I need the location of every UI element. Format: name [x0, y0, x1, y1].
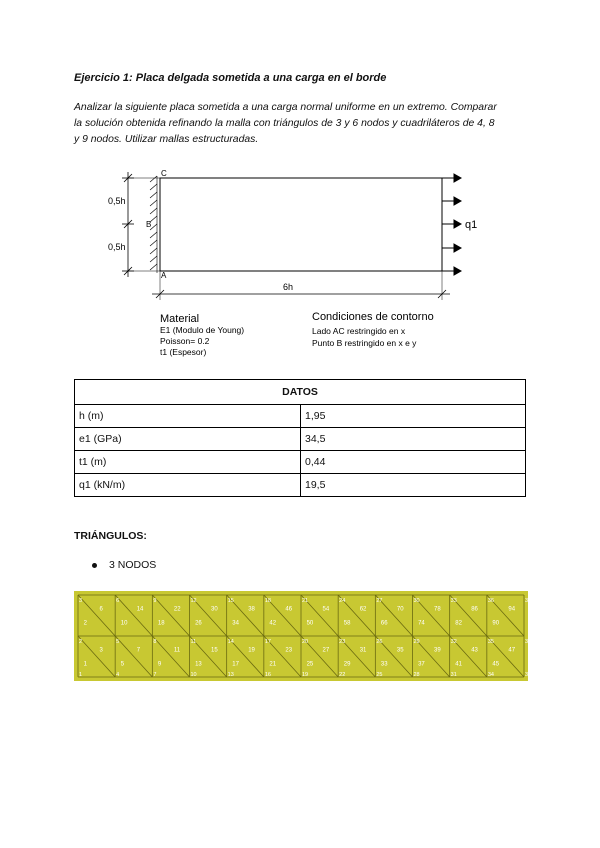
mesh-node-label: 2	[79, 639, 83, 645]
mesh-element-label: 94	[508, 606, 516, 613]
table-cell-value: 19,5	[301, 474, 526, 497]
exercise-title: Ejercicio 1: Placa delgada sometida a una carga en el borde	[74, 72, 387, 84]
mesh-node-label: 18	[264, 598, 271, 604]
table-header-row	[75, 380, 526, 405]
table-row	[75, 405, 526, 428]
paragraph-line: Analizar la siguiente placa sometida a una carga normal uniforme en un extremo. Comparar	[74, 102, 497, 113]
table-cell-value: 1,95	[301, 405, 526, 428]
plate-rectangle	[160, 178, 442, 271]
mesh-element-label: 46	[285, 606, 293, 613]
bc-line: Punto B restringido en x e y	[312, 338, 417, 348]
mesh-element-label: 33	[380, 661, 388, 668]
mesh-element-label: 10	[120, 620, 128, 627]
table-row	[75, 451, 526, 474]
material-line: Poisson= 0.2	[160, 336, 210, 346]
mesh-node-label: 39	[525, 598, 532, 604]
mesh-node-label: 36	[487, 598, 494, 604]
table-header: DATOS	[75, 380, 526, 405]
mesh-node-label: 38	[525, 639, 532, 645]
mesh-node-label: 32	[450, 639, 457, 645]
table-row	[75, 428, 526, 451]
mesh-element-label: 43	[471, 647, 478, 654]
bullet-dot-icon	[92, 563, 97, 568]
mesh-element-label: 34	[232, 620, 239, 627]
mesh-node-label: 33	[450, 598, 457, 604]
mesh-element-label: 74	[418, 620, 425, 627]
mesh-node-label: 16	[264, 672, 271, 678]
mesh-node-label: 1	[79, 672, 83, 678]
mesh-element-label: 50	[306, 620, 314, 627]
mesh-node-label: 25	[376, 672, 383, 678]
dim-length-label: 6h	[283, 282, 294, 292]
mesh-node-label: 26	[376, 639, 383, 645]
mesh-element-label: 78	[434, 606, 441, 613]
mesh-node-label: 29	[413, 639, 420, 645]
mesh-element-label: 5	[120, 661, 125, 668]
mesh-node-label: 37	[525, 672, 532, 678]
mesh-element-label: 18	[157, 620, 165, 627]
mesh-node-label: 11	[190, 639, 197, 645]
mesh-element-label: 42	[269, 620, 277, 627]
table-cell-label: h (m)	[75, 405, 301, 428]
mesh-node-label: 19	[302, 672, 309, 678]
mesh-element-label: 29	[343, 661, 351, 668]
mesh-node-label: 10	[190, 672, 197, 678]
mesh-element-label: 26	[195, 620, 202, 627]
material-title: Material	[160, 313, 200, 325]
mesh-element-label: 25	[306, 661, 314, 668]
mesh-node-label: 8	[153, 639, 157, 645]
mesh-element-label: 14	[136, 606, 144, 613]
mesh-node-label: 31	[450, 672, 457, 678]
mesh-figure	[74, 591, 532, 681]
mesh-element-label: 23	[285, 647, 293, 654]
mesh-node-label: 3	[79, 598, 83, 604]
mesh-node-label: 15	[227, 598, 234, 604]
mesh-element-label: 70	[396, 606, 404, 613]
mesh-node-label: 23	[339, 639, 346, 645]
mesh-node-label: 24	[339, 598, 346, 604]
mesh-element-label: 47	[508, 647, 516, 654]
mesh-element-label: 21	[269, 661, 277, 668]
point-b-label: B	[146, 220, 152, 229]
mesh-element-label: 54	[322, 606, 330, 613]
exercise-paragraph	[74, 100, 534, 148]
table-cell-label: t1 (m)	[75, 451, 301, 474]
load-arrows	[442, 174, 461, 275]
mesh-node-label: 35	[487, 639, 494, 645]
mesh-element-label: 86	[471, 606, 478, 613]
mesh-element-label: 7	[136, 647, 141, 654]
table-cell-label: q1 (kN/m)	[75, 474, 301, 497]
table-row	[75, 474, 526, 497]
mesh-element-label: 58	[343, 620, 351, 627]
mesh-node-label: 9	[153, 598, 157, 604]
mesh-element-label: 82	[455, 620, 462, 627]
mesh-element-label: 6	[99, 606, 103, 613]
paragraph-line: y 9 nodos. Utilizar mallas estructuradas.	[74, 134, 259, 145]
mesh-element-label: 37	[418, 661, 425, 668]
mesh-element-label: 31	[359, 647, 367, 654]
mesh-node-label: 34	[487, 672, 494, 678]
mesh-node-label: 12	[190, 598, 197, 604]
mesh-node-label: 30	[413, 598, 420, 604]
mesh-element-label: 17	[232, 661, 239, 668]
bc-line: Lado AC restringido en x	[312, 326, 406, 336]
mesh-element-label: 41	[455, 661, 462, 668]
data-table	[74, 379, 526, 497]
mesh-element-label: 66	[380, 620, 388, 627]
mesh-element-label: 38	[248, 606, 255, 613]
mesh-node-label: 13	[227, 672, 234, 678]
mesh-node-label: 17	[264, 639, 271, 645]
point-c-label: C	[161, 169, 167, 178]
dim-bottom-label: 0,5h	[108, 242, 126, 252]
mesh-element-label: 3	[99, 647, 103, 654]
material-line: t1 (Espesor)	[160, 347, 207, 357]
point-a-label: A	[161, 271, 167, 280]
mesh-element-label: 19	[248, 647, 255, 654]
mesh-node-label: 21	[302, 598, 309, 604]
plate-diagram	[100, 162, 500, 362]
mesh-node-label: 14	[227, 639, 234, 645]
mesh-element-label: 15	[211, 647, 218, 654]
mesh-element-label: 62	[359, 606, 367, 613]
mesh-element-label: 30	[211, 606, 218, 613]
bullet-text: 3 NODOS	[109, 559, 157, 571]
mesh-element-label: 27	[322, 647, 330, 654]
mesh-node-label: 4	[116, 672, 120, 678]
mesh-element-label: 2	[83, 620, 87, 627]
table-cell-value: 34,5	[301, 428, 526, 451]
mesh-element-label: 13	[195, 661, 202, 668]
material-line: E1 (Modulo de Young)	[160, 325, 245, 335]
section-heading: TRIÁNGULOS:	[74, 530, 147, 542]
bc-title: Condiciones de contorno	[312, 311, 434, 323]
mesh-node-label: 28	[413, 672, 420, 678]
mesh-node-label: 22	[339, 672, 346, 678]
mesh-element-label: 35	[396, 647, 404, 654]
mesh-element-label: 11	[173, 647, 181, 654]
mesh-element-label: 22	[173, 606, 181, 613]
mesh-node-label: 6	[116, 598, 120, 604]
mesh-element-label: 9	[157, 661, 162, 668]
triangle-mesh	[74, 591, 532, 681]
mesh-node-label: 5	[116, 639, 120, 645]
bullet-item	[92, 559, 156, 571]
mesh-element-label: 45	[492, 661, 500, 668]
mesh-element-label: 1	[83, 661, 87, 668]
paragraph-line: la solución obtenida refinando la malla con triángulos de 3 y 6 nodos y cuadriláteros de 4, 8	[74, 118, 495, 129]
dim-top-label: 0,5h	[108, 196, 126, 206]
load-label: q1	[465, 219, 478, 231]
mesh-element-label: 90	[492, 620, 500, 627]
table-cell-value: 0,44	[301, 451, 526, 474]
mesh-element-label: 39	[434, 647, 441, 654]
table-cell-label: e1 (GPa)	[75, 428, 301, 451]
mesh-node-label: 27	[376, 598, 383, 604]
mesh-node-label: 20	[302, 639, 309, 645]
mesh-node-label: 7	[153, 672, 157, 678]
